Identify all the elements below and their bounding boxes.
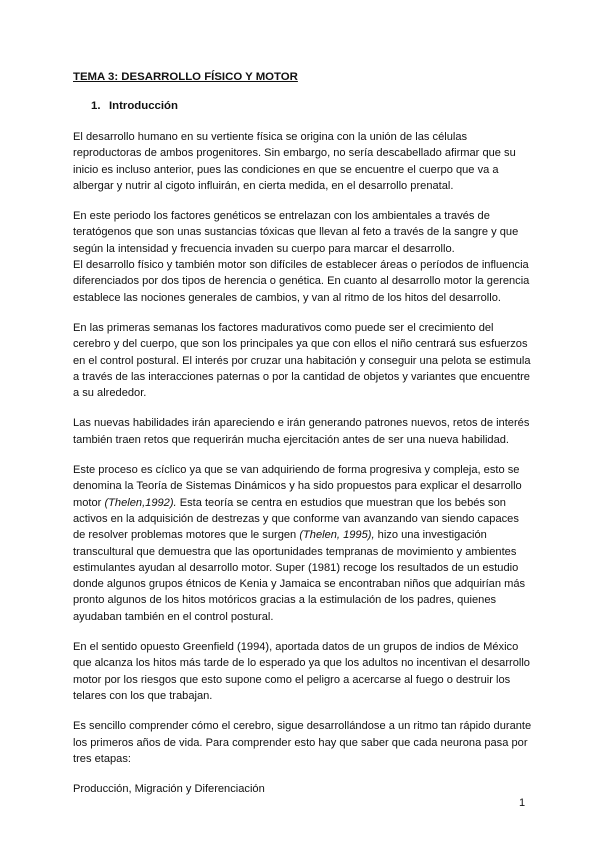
- paragraph-teratogens: En este periodo los factores genéticos se entrelazan con los ambientales a través de teratógenos que son unas sustancias tóxicas que llevan al feto a través de la sangre y que según la intensidad y frecuencia invaden su cuerpo para marcar el desarrollo.: [73, 210, 519, 255]
- paragraph-dynamic-systems: [73, 462, 533, 625]
- document-title: TEMA 3: DESARROLLO FÍSICO Y MOTOR: [73, 71, 298, 83]
- paragraph-stages: Producción, Migración y Diferenciación: [73, 783, 265, 796]
- paragraph-origin: El desarrollo humano en su vertiente física se origina con la unión de las células reproductoras de ambos progenitores. Sin embargo, no sería descabellado afirmar que su inicio es incluso anterior, pues las condiciones en que se encuentre el cuerpo que va a albergar y nutrir al cigoto influirán, en cierta medida, en el desarrollo prenatal.: [73, 131, 516, 192]
- paragraph-new-skills: Las nuevas habilidades irán apareciendo e irán generando patrones nuevos, retos de interés también traen retos que requerirán mucha ejercitación antes de ser una nueva habilidad.: [73, 417, 530, 446]
- paragraph-brain: Es sencillo comprender cómo el cerebro, sigue desarrollándose a un ritmo tan rápido durante los primeros años de vida. Para comprender esto hay que saber que cada neurona pasa por tres etapas:: [73, 720, 532, 765]
- paragraph-text: Este proceso es cíclico ya que se van adquiriendo de forma progresiva y compleja, esto se denomina la Teoría de Sistemas Dinámicos y ha sido propuestos para explicar el desarrollo motor: [73, 464, 522, 509]
- section-number: 1.: [91, 100, 101, 112]
- document-body: [73, 70, 533, 797]
- page-number: 1: [519, 797, 526, 809]
- paragraph-text: hizo una investigación transcultural que demuestra que las oportunidades tempranas de movimiento y ambientes estimulantes ayudan al desarrollo motor. Super (1981) recoge los resultados de un estudio donde algunos grupos étnicos de Kenia y Jamaica se encontraban niños que adquirían más pronto algunos de los hitos motóricos gracias a la estimulación de los padres, quienes ayudaban también en el control postural.: [73, 529, 526, 623]
- citation-thelen-1995: (Thelen, 1995),: [299, 529, 375, 542]
- paragraph-greenfield: En el sentido opuesto Greenfield (1994), aportada datos de un grupos de indios de México que alcanza los hitos más tarde de lo esperado ya que los adultos no incentivan el desarrollo motor por los riesgos que esto supone como el peligro a acercarse al fuego o destruir los telares con los que trabajan.: [73, 641, 530, 702]
- section-heading: [91, 99, 533, 114]
- citation-thelen-1992: (Thelen,1992).: [104, 496, 177, 509]
- section-label: Introducción: [109, 100, 178, 112]
- paragraph-maturation: En las primeras semanas los factores madurativos como puede ser el crecimiento del cerebro y del cuerpo, que son los principales ya que con ellos el niño centrará sus esfuerzos en el control postural. El interés por cruzar una habitación y conseguir una pelota se estimula a través de las interacciones paternas o por la cantidad de objetos y variantes que encuentre a su alrededor.: [73, 321, 531, 400]
- paragraph-text: Esta teoría se centra en estudios que muestran que los bebés son activos en la adquisición de destrezas y que conforme van avanzando van siendo capaces de resolver problemas motores que le surgen: [73, 496, 519, 542]
- paragraph-heredity: El desarrollo físico y también motor son difíciles de establecer áreas o períodos de influencia diferenciados por dos tipos de herencia o genética. En cuanto al desarrollo motor la gerencia establece las nociones generales de cambios, y van al ritmo de los hitos del desarrollo.: [73, 259, 530, 304]
